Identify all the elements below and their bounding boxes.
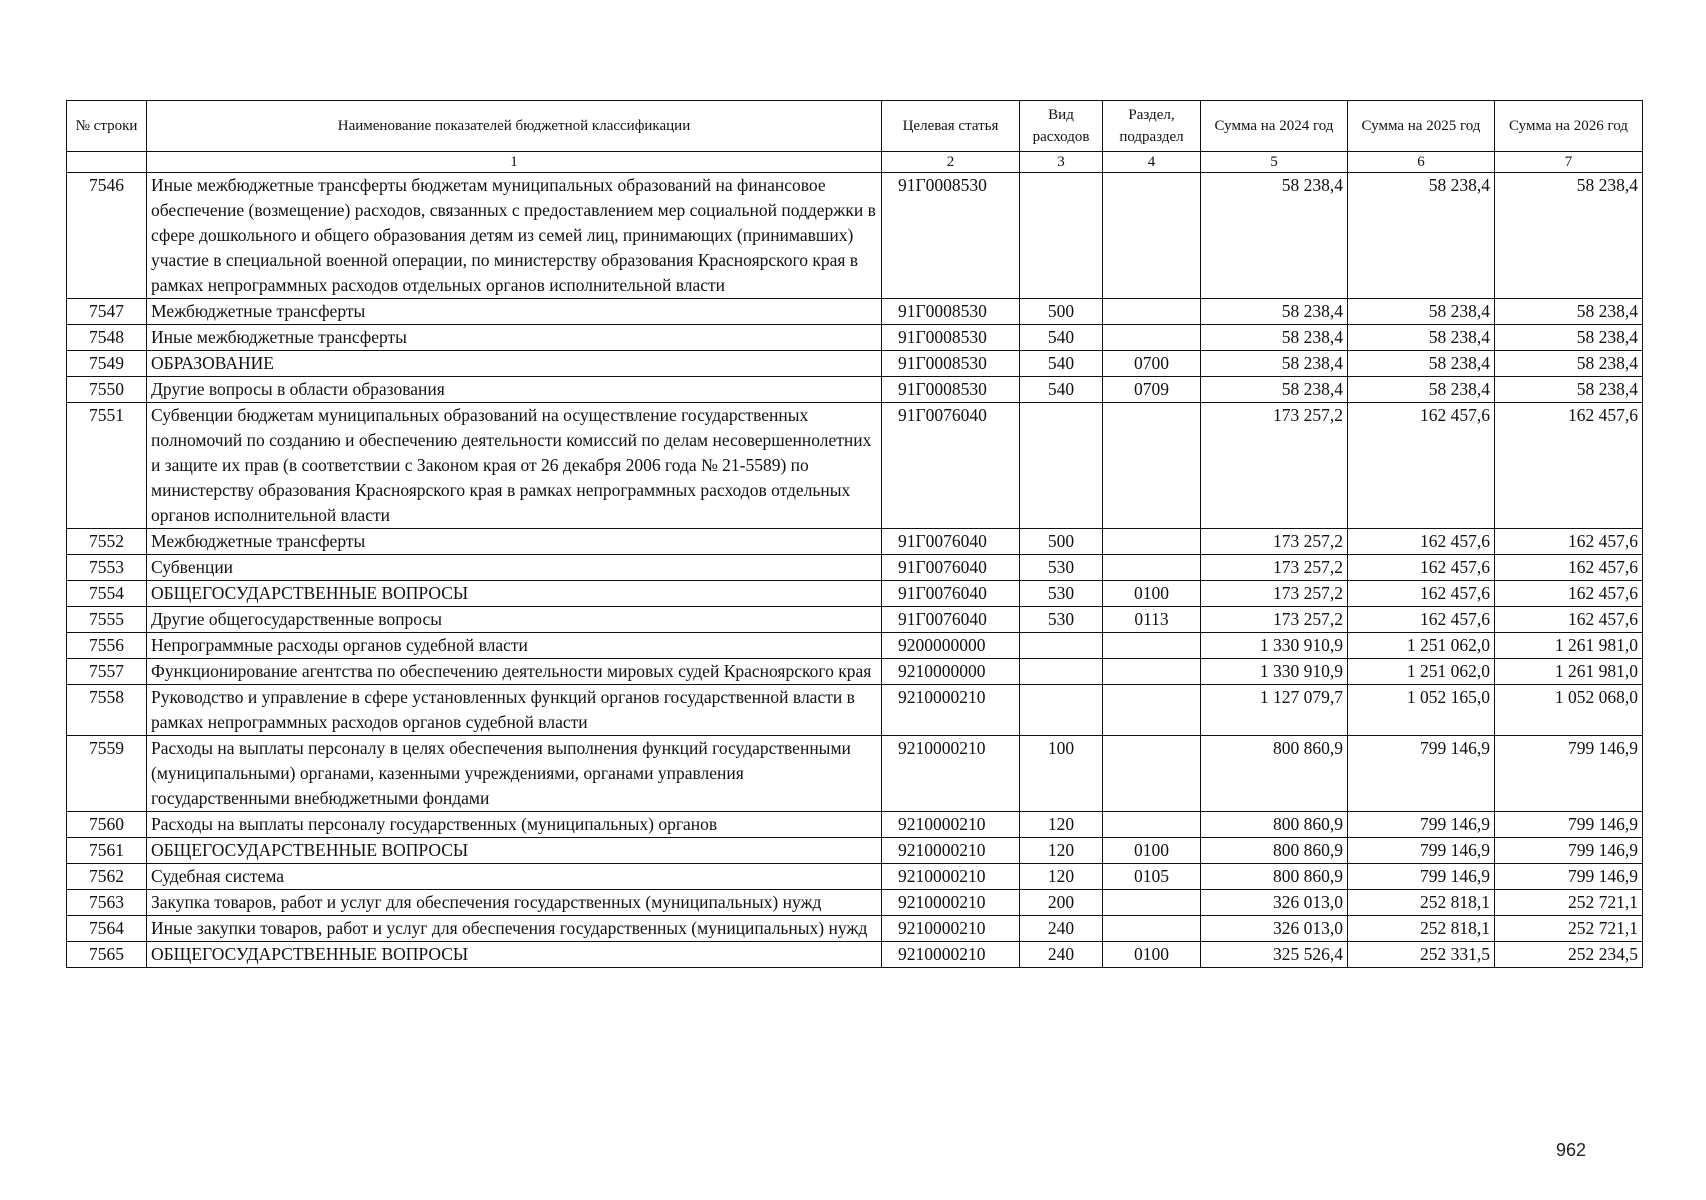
row-number-cell: 7551 bbox=[67, 403, 147, 529]
sum-2026-cell: 58 238,4 bbox=[1495, 377, 1643, 403]
sum-2024-cell: 800 860,9 bbox=[1201, 812, 1348, 838]
section-cell bbox=[1103, 633, 1201, 659]
section-cell bbox=[1103, 685, 1201, 736]
sum-2026-cell: 799 146,9 bbox=[1495, 838, 1643, 864]
expense-type-cell: 120 bbox=[1020, 812, 1103, 838]
sum-2025-cell: 799 146,9 bbox=[1348, 838, 1495, 864]
table-row bbox=[67, 529, 1643, 555]
table-row bbox=[67, 659, 1643, 685]
expense-type-cell: 120 bbox=[1020, 864, 1103, 890]
table-row bbox=[67, 299, 1643, 325]
sum-2024-cell: 1 330 910,9 bbox=[1201, 633, 1348, 659]
section-cell bbox=[1103, 403, 1201, 529]
row-number-cell: 7549 bbox=[67, 351, 147, 377]
target-article-cell: 91Г0076040 bbox=[882, 529, 1020, 555]
sum-2026-cell: 58 238,4 bbox=[1495, 173, 1643, 299]
section-cell bbox=[1103, 890, 1201, 916]
sum-2026-cell: 162 457,6 bbox=[1495, 581, 1643, 607]
row-name-cell: Иные закупки товаров, работ и услуг для обеспечения государственных (муниципальных) нужд bbox=[147, 916, 882, 942]
sum-2025-cell: 162 457,6 bbox=[1348, 555, 1495, 581]
target-article-cell: 9210000210 bbox=[882, 812, 1020, 838]
sum-2025-cell: 799 146,9 bbox=[1348, 812, 1495, 838]
row-number-cell: 7565 bbox=[67, 942, 147, 968]
row-name-cell: Расходы на выплаты персоналу в целях обеспечения выполнения функций государственными (муниципальными) органами, казенными учреждениями, органами управления государственными внебюджетными фондами bbox=[147, 736, 882, 812]
table-row bbox=[67, 864, 1643, 890]
expense-type-cell bbox=[1020, 633, 1103, 659]
sum-2026-cell: 58 238,4 bbox=[1495, 299, 1643, 325]
table-row bbox=[67, 377, 1643, 403]
row-number-cell: 7552 bbox=[67, 529, 147, 555]
table-row bbox=[67, 838, 1643, 864]
target-article-cell: 91Г0008530 bbox=[882, 325, 1020, 351]
section-cell: 0709 bbox=[1103, 377, 1201, 403]
sum-2026-cell: 252 721,1 bbox=[1495, 890, 1643, 916]
target-article-cell: 9200000000 bbox=[882, 633, 1020, 659]
section-cell: 0113 bbox=[1103, 607, 1201, 633]
row-name-cell: Руководство и управление в сфере установленных функций органов государственной власти в рамках непрограммных расходов органов судебной власти bbox=[147, 685, 882, 736]
sum-2025-cell: 58 238,4 bbox=[1348, 351, 1495, 377]
section-cell bbox=[1103, 555, 1201, 581]
expense-type-cell: 100 bbox=[1020, 736, 1103, 812]
sum-2025-cell: 252 818,1 bbox=[1348, 890, 1495, 916]
sum-2026-cell: 58 238,4 bbox=[1495, 351, 1643, 377]
sum-2025-cell: 58 238,4 bbox=[1348, 299, 1495, 325]
row-number-cell: 7560 bbox=[67, 812, 147, 838]
target-article-cell: 9210000210 bbox=[882, 838, 1020, 864]
target-article-cell: 9210000210 bbox=[882, 736, 1020, 812]
section-cell bbox=[1103, 812, 1201, 838]
row-name-cell: Непрограммные расходы органов судебной власти bbox=[147, 633, 882, 659]
table-row bbox=[67, 325, 1643, 351]
column-numbers-row bbox=[67, 152, 1643, 173]
sum-2026-cell: 1 052 068,0 bbox=[1495, 685, 1643, 736]
sum-2024-cell: 173 257,2 bbox=[1201, 581, 1348, 607]
sum-2025-cell: 162 457,6 bbox=[1348, 403, 1495, 529]
row-name-cell: Функционирование агентства по обеспечению деятельности мировых судей Красноярского края bbox=[147, 659, 882, 685]
expense-type-cell bbox=[1020, 685, 1103, 736]
row-number-cell: 7553 bbox=[67, 555, 147, 581]
target-article-cell: 91Г0076040 bbox=[882, 581, 1020, 607]
sum-2024-cell: 173 257,2 bbox=[1201, 607, 1348, 633]
target-article-cell: 91Г0076040 bbox=[882, 403, 1020, 529]
target-article-cell: 91Г0008530 bbox=[882, 351, 1020, 377]
expense-type-cell: 500 bbox=[1020, 529, 1103, 555]
sum-2025-cell: 162 457,6 bbox=[1348, 607, 1495, 633]
section-cell: 0100 bbox=[1103, 838, 1201, 864]
sum-2026-cell: 58 238,4 bbox=[1495, 325, 1643, 351]
row-number-cell: 7550 bbox=[67, 377, 147, 403]
sum-2024-cell: 58 238,4 bbox=[1201, 299, 1348, 325]
header-expense-type: Вид расходов bbox=[1020, 101, 1103, 152]
section-cell: 0700 bbox=[1103, 351, 1201, 377]
budget-table-sheet bbox=[66, 100, 1642, 968]
expense-type-cell: 540 bbox=[1020, 377, 1103, 403]
sum-2024-cell: 58 238,4 bbox=[1201, 173, 1348, 299]
row-name-cell: Закупка товаров, работ и услуг для обеспечения государственных (муниципальных) нужд bbox=[147, 890, 882, 916]
sum-2026-cell: 799 146,9 bbox=[1495, 864, 1643, 890]
row-name-cell: Межбюджетные трансферты bbox=[147, 299, 882, 325]
table-row bbox=[67, 736, 1643, 812]
target-article-cell: 91Г0076040 bbox=[882, 607, 1020, 633]
sum-2024-cell: 58 238,4 bbox=[1201, 377, 1348, 403]
section-cell bbox=[1103, 736, 1201, 812]
sum-2024-cell: 326 013,0 bbox=[1201, 916, 1348, 942]
section-cell bbox=[1103, 916, 1201, 942]
sum-2024-cell: 326 013,0 bbox=[1201, 890, 1348, 916]
row-name-cell: Другие общегосударственные вопросы bbox=[147, 607, 882, 633]
column-number: 7 bbox=[1495, 152, 1643, 173]
sum-2024-cell: 173 257,2 bbox=[1201, 403, 1348, 529]
expense-type-cell: 540 bbox=[1020, 325, 1103, 351]
row-number-cell: 7557 bbox=[67, 659, 147, 685]
sum-2026-cell: 799 146,9 bbox=[1495, 812, 1643, 838]
sum-2025-cell: 162 457,6 bbox=[1348, 581, 1495, 607]
sum-2024-cell: 800 860,9 bbox=[1201, 864, 1348, 890]
column-number: 2 bbox=[882, 152, 1020, 173]
header-row-number: № строки bbox=[67, 101, 147, 152]
row-number-cell: 7564 bbox=[67, 916, 147, 942]
table-body bbox=[67, 173, 1643, 968]
expense-type-cell bbox=[1020, 659, 1103, 685]
sum-2026-cell: 162 457,6 bbox=[1495, 607, 1643, 633]
expense-type-cell: 530 bbox=[1020, 581, 1103, 607]
sum-2024-cell: 173 257,2 bbox=[1201, 529, 1348, 555]
sum-2026-cell: 252 234,5 bbox=[1495, 942, 1643, 968]
sum-2025-cell: 799 146,9 bbox=[1348, 864, 1495, 890]
budget-table bbox=[66, 100, 1643, 968]
header-sum-2026: Сумма на 2026 год bbox=[1495, 101, 1643, 152]
row-number-cell: 7546 bbox=[67, 173, 147, 299]
sum-2025-cell: 58 238,4 bbox=[1348, 325, 1495, 351]
sum-2025-cell: 252 818,1 bbox=[1348, 916, 1495, 942]
sum-2026-cell: 162 457,6 bbox=[1495, 403, 1643, 529]
target-article-cell: 91Г0008530 bbox=[882, 299, 1020, 325]
table-row bbox=[67, 942, 1643, 968]
section-cell bbox=[1103, 659, 1201, 685]
table-row bbox=[67, 351, 1643, 377]
sum-2024-cell: 800 860,9 bbox=[1201, 838, 1348, 864]
expense-type-cell: 200 bbox=[1020, 890, 1103, 916]
section-cell: 0100 bbox=[1103, 942, 1201, 968]
table-row bbox=[67, 581, 1643, 607]
column-number: 4 bbox=[1103, 152, 1201, 173]
header-name: Наименование показателей бюджетной классификации bbox=[147, 101, 882, 152]
sum-2024-cell: 1 127 079,7 bbox=[1201, 685, 1348, 736]
row-name-cell: Субвенции bbox=[147, 555, 882, 581]
section-cell bbox=[1103, 529, 1201, 555]
sum-2025-cell: 58 238,4 bbox=[1348, 377, 1495, 403]
sum-2025-cell: 1 251 062,0 bbox=[1348, 659, 1495, 685]
expense-type-cell: 240 bbox=[1020, 942, 1103, 968]
target-article-cell: 9210000210 bbox=[882, 890, 1020, 916]
row-number-cell: 7547 bbox=[67, 299, 147, 325]
row-name-cell: Иные межбюджетные трансферты бюджетам муниципальных образований на финансовое обеспечение (возмещение) расходов, связанных с предоставлением мер социальной поддержки в сфере дошкольного и общего образования детям из семей лиц, принимающих (принимавших) участие в специальной военной операции, по министерству образования Красноярского края в рамках непрограммных расходов отдельных органов исполнительной власти bbox=[147, 173, 882, 299]
target-article-cell: 9210000000 bbox=[882, 659, 1020, 685]
target-article-cell: 9210000210 bbox=[882, 942, 1020, 968]
sum-2026-cell: 1 261 981,0 bbox=[1495, 633, 1643, 659]
target-article-cell: 91Г0008530 bbox=[882, 173, 1020, 299]
page-number: 962 bbox=[1556, 1140, 1587, 1160]
table-row bbox=[67, 633, 1643, 659]
section-cell: 0105 bbox=[1103, 864, 1201, 890]
target-article-cell: 9210000210 bbox=[882, 685, 1020, 736]
row-number-cell: 7561 bbox=[67, 838, 147, 864]
table-row bbox=[67, 812, 1643, 838]
header-sum-2025: Сумма на 2025 год bbox=[1348, 101, 1495, 152]
expense-type-cell: 530 bbox=[1020, 555, 1103, 581]
sum-2026-cell: 252 721,1 bbox=[1495, 916, 1643, 942]
sum-2025-cell: 799 146,9 bbox=[1348, 736, 1495, 812]
expense-type-cell: 120 bbox=[1020, 838, 1103, 864]
row-number-cell: 7548 bbox=[67, 325, 147, 351]
row-name-cell: Субвенции бюджетам муниципальных образований на осуществление государственных полномочий по созданию и обеспечению деятельности комиссий по делам несовершеннолетних и защите их прав (в соответствии с Законом края от 26 декабря 2006 года № 21-5589) по министерству образования Красноярского края в рамках непрограммных расходов отдельных органов исполнительной власти bbox=[147, 403, 882, 529]
header-row bbox=[67, 101, 1643, 152]
row-name-cell: ОБРАЗОВАНИЕ bbox=[147, 351, 882, 377]
row-name-cell: Другие вопросы в области образования bbox=[147, 377, 882, 403]
sum-2024-cell: 325 526,4 bbox=[1201, 942, 1348, 968]
row-name-cell: ОБЩЕГОСУДАРСТВЕННЫЕ ВОПРОСЫ bbox=[147, 838, 882, 864]
row-name-cell: ОБЩЕГОСУДАРСТВЕННЫЕ ВОПРОСЫ bbox=[147, 581, 882, 607]
expense-type-cell: 540 bbox=[1020, 351, 1103, 377]
sum-2026-cell: 162 457,6 bbox=[1495, 529, 1643, 555]
row-number-cell: 7558 bbox=[67, 685, 147, 736]
column-number: 1 bbox=[147, 152, 882, 173]
row-number-cell: 7563 bbox=[67, 890, 147, 916]
expense-type-cell: 530 bbox=[1020, 607, 1103, 633]
row-name-cell: Расходы на выплаты персоналу государственных (муниципальных) органов bbox=[147, 812, 882, 838]
section-cell bbox=[1103, 325, 1201, 351]
table-row bbox=[67, 916, 1643, 942]
sum-2026-cell: 1 261 981,0 bbox=[1495, 659, 1643, 685]
expense-type-cell: 500 bbox=[1020, 299, 1103, 325]
row-name-cell: ОБЩЕГОСУДАРСТВЕННЫЕ ВОПРОСЫ bbox=[147, 942, 882, 968]
sum-2024-cell: 1 330 910,9 bbox=[1201, 659, 1348, 685]
sum-2025-cell: 1 052 165,0 bbox=[1348, 685, 1495, 736]
header-sum-2024: Сумма на 2024 год bbox=[1201, 101, 1348, 152]
table-row bbox=[67, 607, 1643, 633]
table-row bbox=[67, 173, 1643, 299]
target-article-cell: 9210000210 bbox=[882, 864, 1020, 890]
column-number bbox=[67, 152, 147, 173]
column-number: 5 bbox=[1201, 152, 1348, 173]
target-article-cell: 9210000210 bbox=[882, 916, 1020, 942]
table-row bbox=[67, 685, 1643, 736]
sum-2024-cell: 58 238,4 bbox=[1201, 325, 1348, 351]
expense-type-cell bbox=[1020, 173, 1103, 299]
sum-2025-cell: 252 331,5 bbox=[1348, 942, 1495, 968]
table-row bbox=[67, 890, 1643, 916]
row-number-cell: 7554 bbox=[67, 581, 147, 607]
row-number-cell: 7562 bbox=[67, 864, 147, 890]
section-cell bbox=[1103, 299, 1201, 325]
section-cell bbox=[1103, 173, 1201, 299]
target-article-cell: 91Г0008530 bbox=[882, 377, 1020, 403]
sum-2025-cell: 1 251 062,0 bbox=[1348, 633, 1495, 659]
row-name-cell: Иные межбюджетные трансферты bbox=[147, 325, 882, 351]
sum-2026-cell: 799 146,9 bbox=[1495, 736, 1643, 812]
column-number: 3 bbox=[1020, 152, 1103, 173]
table-row bbox=[67, 555, 1643, 581]
expense-type-cell: 240 bbox=[1020, 916, 1103, 942]
sum-2026-cell: 162 457,6 bbox=[1495, 555, 1643, 581]
row-number-cell: 7555 bbox=[67, 607, 147, 633]
sum-2024-cell: 800 860,9 bbox=[1201, 736, 1348, 812]
expense-type-cell bbox=[1020, 403, 1103, 529]
section-cell: 0100 bbox=[1103, 581, 1201, 607]
header-section: Раздел, подраздел bbox=[1103, 101, 1201, 152]
row-name-cell: Судебная система bbox=[147, 864, 882, 890]
sum-2024-cell: 173 257,2 bbox=[1201, 555, 1348, 581]
row-number-cell: 7556 bbox=[67, 633, 147, 659]
row-name-cell: Межбюджетные трансферты bbox=[147, 529, 882, 555]
sum-2024-cell: 58 238,4 bbox=[1201, 351, 1348, 377]
column-number: 6 bbox=[1348, 152, 1495, 173]
row-number-cell: 7559 bbox=[67, 736, 147, 812]
target-article-cell: 91Г0076040 bbox=[882, 555, 1020, 581]
header-target-article: Целевая статья bbox=[882, 101, 1020, 152]
sum-2025-cell: 162 457,6 bbox=[1348, 529, 1495, 555]
sum-2025-cell: 58 238,4 bbox=[1348, 173, 1495, 299]
table-row bbox=[67, 403, 1643, 529]
